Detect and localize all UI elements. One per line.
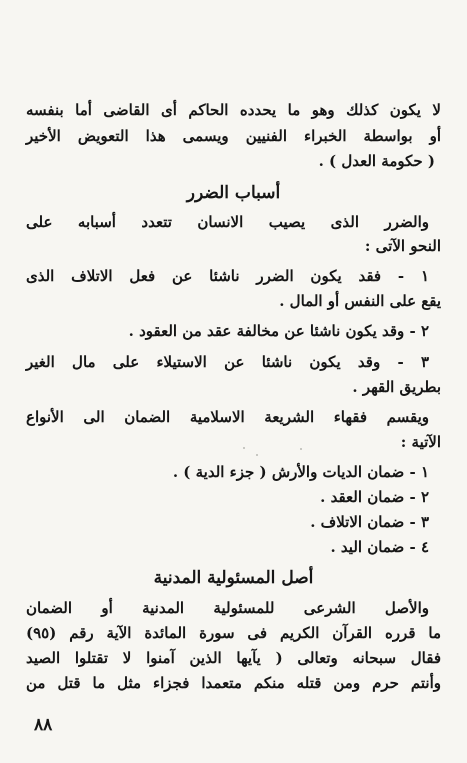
- type-2: ٢ - ضمان العقد .: [320, 488, 429, 506]
- cause-3-line2: بطريق القهر .: [352, 378, 441, 396]
- paragraph4-line3: فقال سبحانه وتعالى ( يآيها الذين آمنوا لا تقتلوا الصيد: [26, 649, 441, 667]
- page-number: ٨٨: [34, 715, 53, 735]
- cause-1-line2: يقع على النفس أو المال .: [279, 292, 441, 310]
- heading-civil-liability-origin: أصل المسئولية المدنية: [153, 568, 314, 588]
- paragraph3-line1: ويقسم فقهاء الشريعة الاسلامية الضمان الى الأنواع: [26, 408, 429, 426]
- type-4: ٤ - ضمان اليد .: [330, 538, 429, 556]
- type-3: ٣ - ضمان الاتلاف .: [310, 513, 429, 531]
- cause-2-line1: ٢ - وقد يكون ناشئا عن مخالفة عقد من العقود .: [128, 322, 429, 340]
- paragraph4-line4: وأنتم حرم ومن قتله منكم متعمدا فجزاء مثل ما قتل من: [26, 674, 441, 692]
- paragraph1-line3: ( حكومة العدل ) .: [318, 152, 435, 170]
- cause-3-line1: ٣ - وقد يكون ناشئا عن الاستيلاء على مال الغير: [26, 353, 429, 371]
- paragraph1-line1: لا يكون كذلك وهو ما يحدده الحاكم أى القاضى أما بنفسه: [26, 101, 441, 119]
- paragraph4-line2: ما قرره القرآن الكريم فى سورة المائدة الآية رقم (٩٥): [26, 624, 441, 642]
- paragraph2-line1: والضرر الذى يصيب الانسان تتعدد أسبابه على: [26, 213, 429, 231]
- scan-speck: [300, 448, 302, 450]
- cause-1-line1: ١ - فقد يكون الضرر ناشئا عن فعل الاتلاف الذى: [26, 267, 429, 285]
- scan-speck: [243, 447, 245, 449]
- paragraph4-line1: والأصل الشرعى للمسئولية المدنية أو الضمان: [26, 599, 429, 617]
- scan-speck: [256, 454, 258, 456]
- paragraph3-line2: الآتية :: [400, 433, 441, 451]
- paragraph2-line2: النحو الآتى :: [364, 237, 441, 255]
- paragraph1-line2: أو بواسطة الخبراء الفنيين ويسمى هذا التعويض الأخير: [26, 127, 441, 145]
- type-1: ١ - ضمان الديات والأرش ( جزء الدية ) .: [172, 463, 429, 481]
- heading-causes-of-harm: أسباب الضرر: [186, 183, 281, 203]
